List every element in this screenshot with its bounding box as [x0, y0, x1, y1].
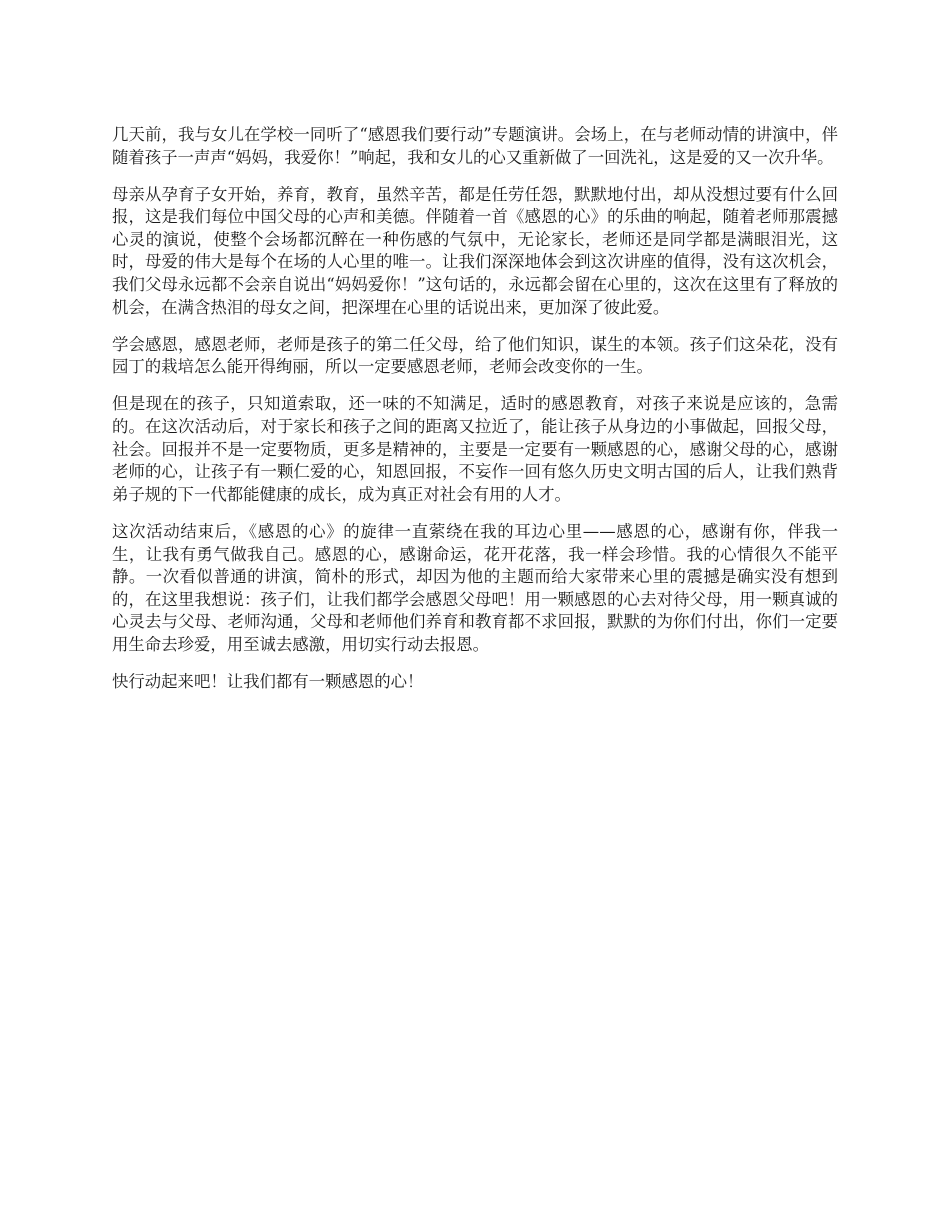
paragraph-2: 母亲从孕育子女开始，养育，教育，虽然辛苦，都是任劳任怨，默默地付出，却从没想过要有什么回报，这是我们每位中国父母的心声和美德。伴随着一首《感恩的心》的乐曲的响起，随着老师那震撼心灵的演说，使整个会场都沉醉在一种伤感的气氛中，无论家长，老师还是同学都是满眼泪光，这时，母爱的伟大是每个在场的人心里的唯一。让我们深深地体会到这次讲座的值得，没有这次机会，我们父母永远都不会亲自说出“妈妈爱你！”这句话的，永远都会留在心里的，这次在这里有了释放的机会，在满含热泪的母女之间，把深埋在心里的话说出来，更加深了彼此爱。 [112, 184, 838, 317]
paragraph-3: 学会感恩，感恩老师，老师是孩子的第二任父母，给了他们知识，谋生的本领。孩子们这朵花，没有园丁的栽培怎么能开得绚丽，所以一定要感恩老师，老师会改变你的一生。 [112, 334, 838, 377]
paragraph-1: 几天前，我与女儿在学校一同听了“感恩我们要行动”专题演讲。会场上，在与老师动情的讲演中，伴随着孩子一声声“妈妈，我爱你！”响起，我和女儿的心又重新做了一回洗礼，这是爱的又一次升华。 [112, 125, 838, 167]
document-body [112, 124, 838, 708]
paragraph-6: 快行动起来吧！让我们都有一颗感恩的心！ [112, 671, 424, 691]
paragraph-5: 这次活动结束后，《感恩的心》的旋律一直萦绕在我的耳边心里——感恩的心，感谢有你，伴我一生，让我有勇气做我自己。感恩的心，感谢命运，花开花落，我一样会珍惜。我的心情很久不能平静。一次看似普通的讲演，简朴的形式，却因为他的主题而给大家带来心里的震撼是确实没有想到的，在这里我想说：孩子们，让我们都学会感恩父母吧！用一颗感恩的心去对待父母，用一颗真诚的心灵去与父母、老师沟通，父母和老师他们养育和教育都不求回报，默默的为你们付出，你们一定要用生命去珍爱，用至诚去感激，用切实行动去报恩。 [112, 521, 838, 654]
paragraph-4: 但是现在的孩子，只知道索取，还一味的不知满足，适时的感恩教育，对孩子来说是应该的，急需的。在这次活动后，对于家长和孩子之间的距离又拉近了，能让孩子从身边的小事做起，回报父母，社会。回报并不是一定要物质，更多是精神的，主要是一定要有一颗感恩的心，感谢父母的心，感谢老师的心，让孩子有一颗仁爱的心，知恩回报，不妄作一回有悠久历史文明古国的后人，让我们熟背弟子规的下一代都能健康的成长，成为真正对社会有用的人才。 [112, 394, 838, 504]
